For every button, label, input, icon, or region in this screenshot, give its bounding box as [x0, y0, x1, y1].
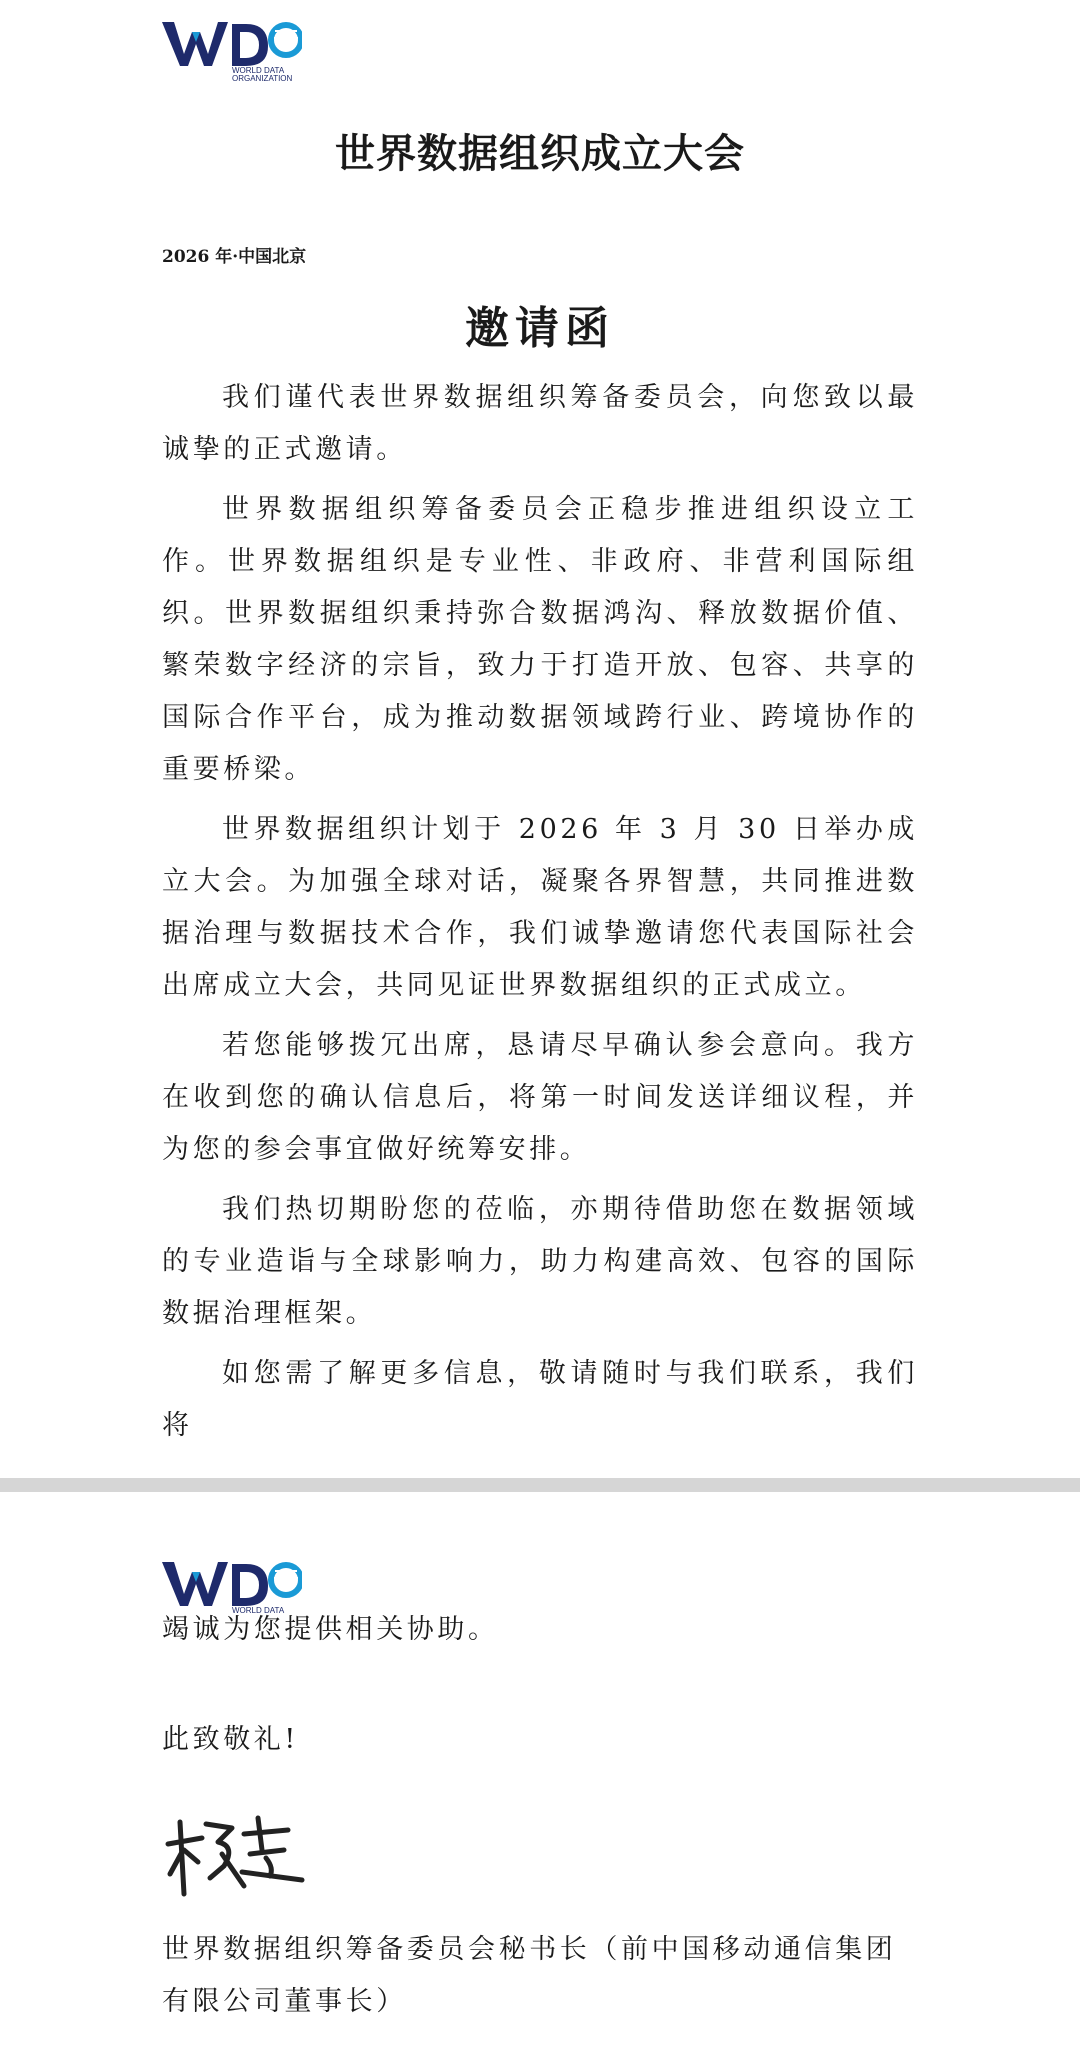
letter-continuation: 竭诚为您提供相关协助。 — [162, 1614, 499, 1645]
letter-page-2 — [0, 1492, 1080, 2045]
paragraph: 若您能够拨冗出席，恳请尽早确认参会意向。我方在收到您的确认信息后，将第一时间发送详细议程，并为您的参会事宜做好统筹安排。 — [162, 1030, 918, 1165]
page-separator — [0, 1478, 1080, 1492]
signer-title: 世界数据组织筹备委员会秘书长（前中国移动通信集团有限公司董事长） — [162, 1934, 897, 2017]
paragraph: 世界数据组织筹备委员会正稳步推进组织设立工作。世界数据组织是专业性、非政府、非营利国际组织。世界数据组织秉持弥合数据鸿沟、释放数据价值、繁荣数字经济的宗旨，致力于打造开放、包容、共享的国际合作平台，成为推动数据领域跨行业、跨境协作的重要桥梁。 — [162, 494, 918, 785]
paragraph: 我们热切期盼您的莅临，亦期待借助您在数据领域的专业造诣与全球影响力，助力构建高效、包容的国际数据治理框架。 — [162, 1194, 918, 1329]
paragraph: 如您需了解更多信息，敬请随时与我们联系，我们将 — [162, 1358, 918, 1441]
invitation-heading: 邀请函 — [465, 303, 615, 354]
event-title: 世界数据组织成立大会 — [335, 131, 745, 177]
svg-text:WORLD DATA: WORLD DATA — [232, 1606, 285, 1615]
date-location: 2026 年·中国北京 — [162, 247, 307, 267]
letter-body — [162, 372, 918, 1460]
svg-text:WORLD DATA: WORLD DATA — [232, 66, 285, 75]
handwritten-signature — [162, 1794, 312, 1904]
paragraph: 我们谨代表世界数据组织筹备委员会，向您致以最诚挚的正式邀请。 — [162, 382, 918, 465]
closing-salutation: 此致敬礼! — [162, 1724, 299, 1755]
wdo-logo: WORLD DATA ORGANIZATION — [162, 14, 302, 76]
paragraph: 世界数据组织计划于 2026 年 3 月 30 日举办成立大会。为加强全球对话，凝聚各界智慧，共同推进数据治理与数据技术合作，我们诚挚邀请您代表国际社会出席成立大会，共同见证世界数据组织的正式成立。 — [162, 814, 918, 1001]
